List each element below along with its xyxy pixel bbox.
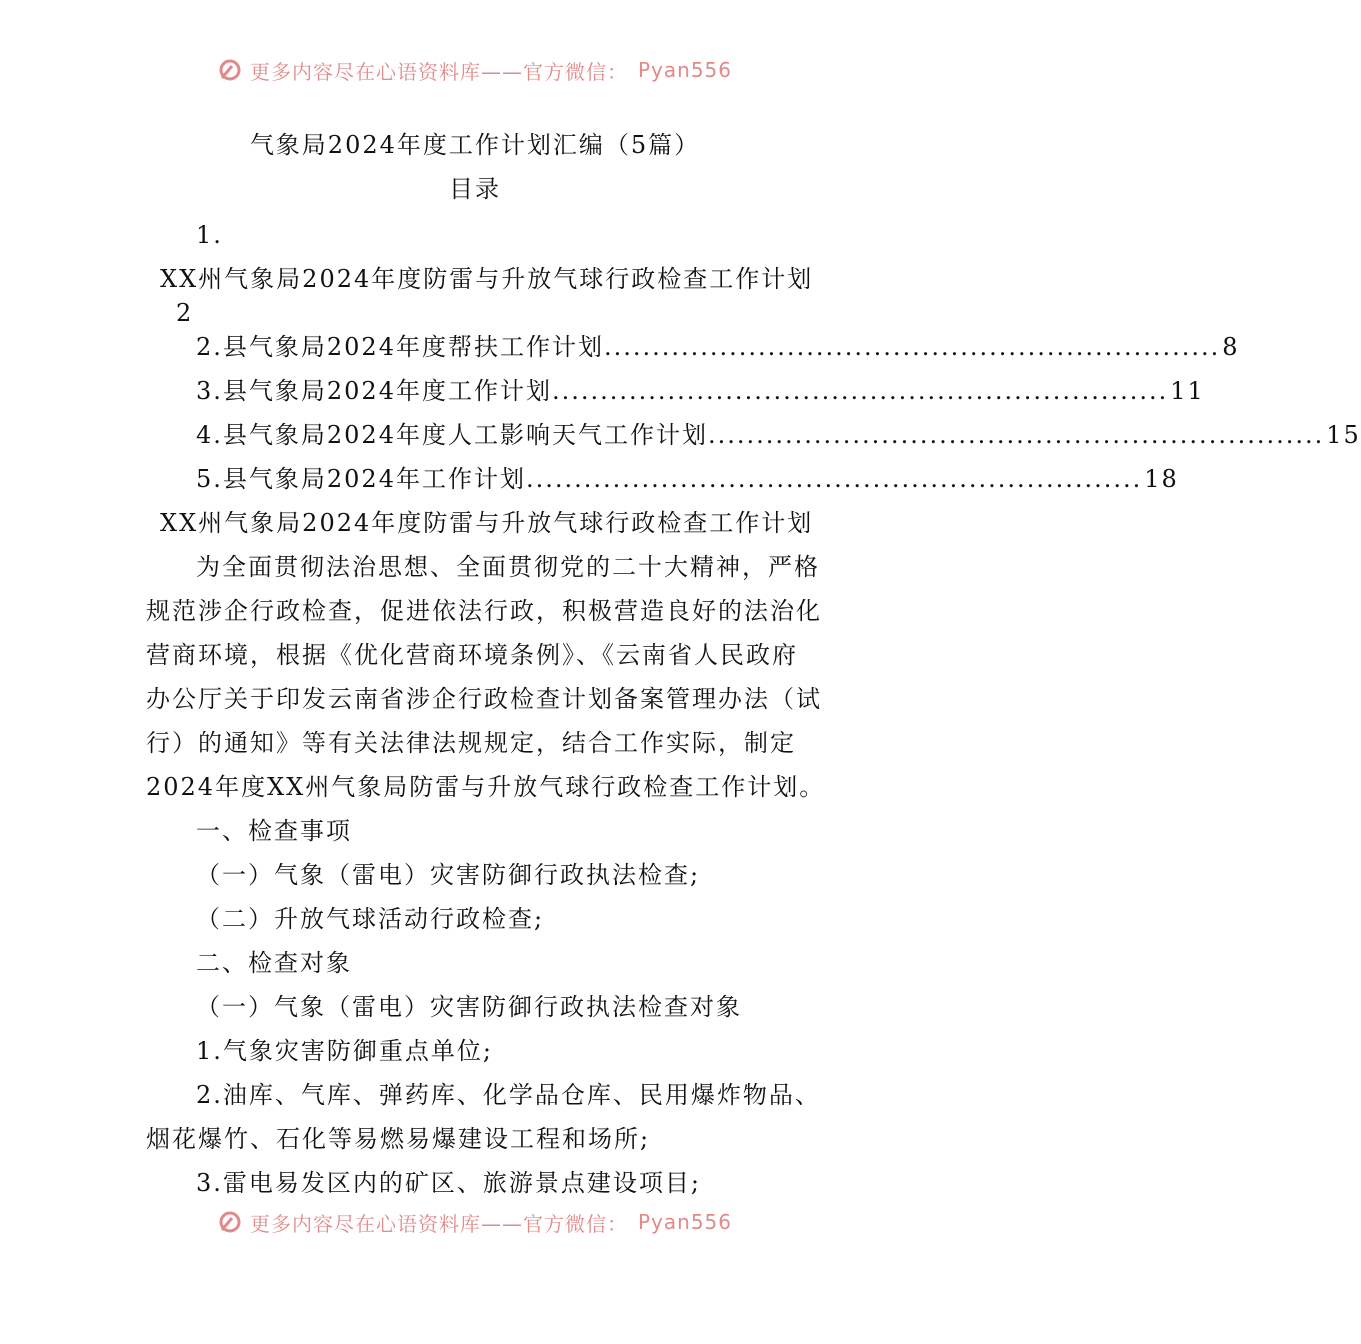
toc-leader-dots: ................................................................: [603, 333, 1221, 361]
list-item: （二）升放气球活动行政检查;: [196, 905, 545, 933]
toc-item-1-title: XX州气象局2024年度防雷与升放气球行政检查工作计划: [160, 265, 814, 293]
toc-item-page: 18: [1144, 465, 1179, 493]
toc-item-label: 3.县气象局2024年度工作计划: [196, 377, 552, 405]
paragraph-line: 2024年度XX州气象局防雷与升放气球行政检查工作计划。: [146, 773, 826, 801]
list-item: （一）气象（雷电）灾害防御行政执法检查;: [196, 861, 701, 889]
toc-item-page: 15: [1326, 421, 1361, 449]
list-item: 2.油库、气库、弹药库、化学品仓库、民用爆炸物品、: [196, 1081, 821, 1109]
toc-heading: 目录: [449, 175, 501, 203]
heading-inspection-targets: 二、检查对象: [196, 949, 352, 977]
watermark-code: Pyan556: [637, 1210, 732, 1234]
toc-item-page: 11: [1170, 377, 1205, 405]
list-item: 1.气象灾害防御重点单位;: [196, 1037, 493, 1065]
paragraph-line: 为全面贯彻法治思想、全面贯彻党的二十大精神，严格: [196, 553, 820, 581]
logo-icon: [218, 1210, 242, 1234]
watermark-banner-top: [0, 50, 950, 90]
toc-item-label: 2.县气象局2024年度帮扶工作计划: [196, 333, 604, 361]
logo-icon: [218, 58, 242, 82]
toc-leader-dots: ................................................................: [707, 421, 1325, 449]
toc-item-page: 8: [1222, 333, 1240, 361]
toc-item-5: [196, 462, 1179, 496]
toc-item-1-number: 1.: [196, 221, 223, 249]
paragraph-line: 规范涉企行政检查，促进依法行政，积极营造良好的法治化: [146, 597, 822, 625]
list-item: 3.雷电易发区内的矿区、旅游景点建设项目;: [196, 1169, 701, 1197]
heading-inspection-items: 一、检查事项: [196, 817, 352, 845]
toc-leader-dots: ................................................................: [551, 377, 1169, 405]
toc-item-1-page: 2: [176, 299, 194, 327]
paragraph-line: 办公厅关于印发云南省涉企行政检查计划备案管理办法（试: [146, 685, 822, 713]
paragraph-line: 营商环境，根据《优化营商环境条例》、《云南省人民政府: [146, 641, 798, 669]
toc-item-label: 4.县气象局2024年度人工影响天气工作计划: [196, 421, 708, 449]
section-title: XX州气象局2024年度防雷与升放气球行政检查工作计划: [160, 509, 814, 537]
watermark-banner-bottom: [0, 1202, 950, 1242]
paragraph-line: 行）的通知》等有关法律法规规定，结合工作实际，制定: [146, 729, 796, 757]
watermark-text: 更多内容尽在心语资料库——官方微信：: [249, 1211, 628, 1236]
toc-item-label: 5.县气象局2024年工作计划: [196, 465, 526, 493]
toc-item-4: [196, 418, 1361, 452]
toc-item-2: [196, 330, 1240, 364]
watermark-text: 更多内容尽在心语资料库——官方微信：: [249, 59, 628, 84]
toc-item-3: [196, 374, 1205, 408]
watermark-code: Pyan556: [637, 58, 732, 82]
document-title: 气象局2024年度工作计划汇编（5篇）: [249, 131, 701, 159]
subheading: （一）气象（雷电）灾害防御行政执法检查对象: [196, 993, 742, 1021]
list-item-continuation: 烟花爆竹、石化等易燃易爆建设工程和场所;: [146, 1125, 651, 1153]
toc-leader-dots: ................................................................: [525, 465, 1143, 493]
